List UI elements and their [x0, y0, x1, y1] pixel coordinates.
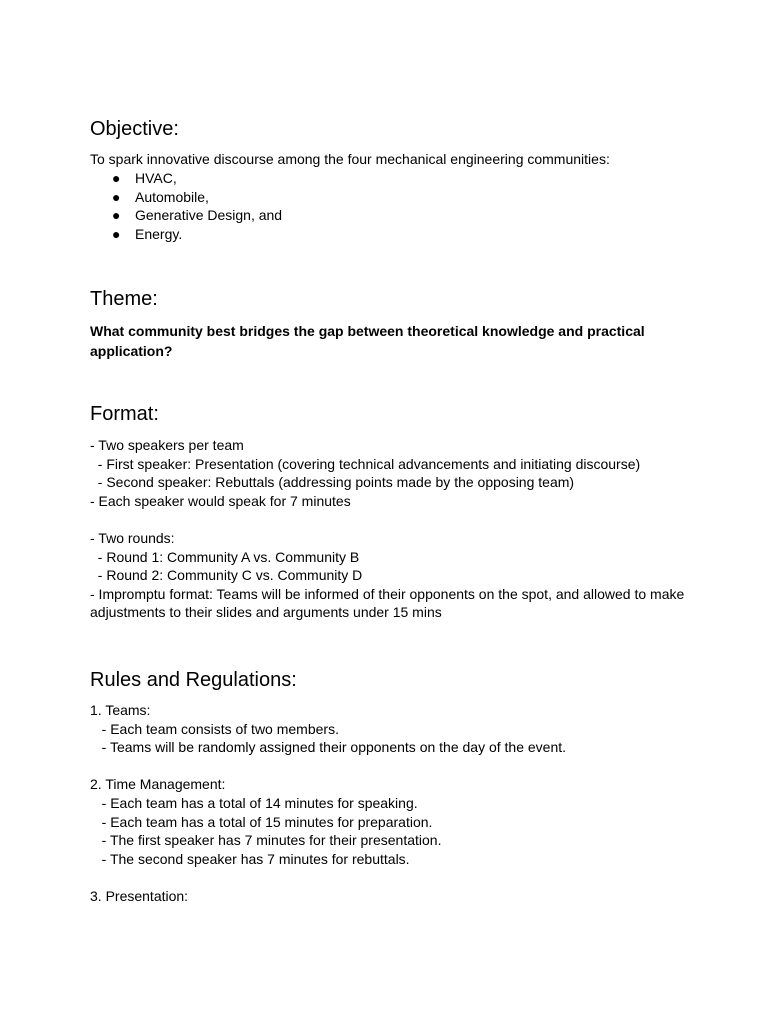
list-item: [90, 169, 282, 188]
rules-line: - Each team consists of two members.: [90, 720, 339, 737]
list-item: [90, 225, 282, 244]
format-line: - Impromptu format: Teams will be informed of their opponents on the spot, and allowed to make adjustments to their slides and arguments under 15 mins: [90, 585, 685, 621]
rules-heading: Rules and Regulations:: [90, 669, 297, 691]
list-item: [90, 206, 282, 225]
format-line: - Each speaker would speak for 7 minutes: [90, 492, 351, 509]
rules-line: 3. Presentation:: [90, 887, 189, 904]
format-heading: Format:: [90, 403, 159, 425]
theme-heading: Theme:: [90, 288, 158, 310]
theme-question: What community best bridges the gap between theoretical knowledge and practical application?: [90, 323, 645, 359]
bullet-icon: ●: [112, 188, 121, 205]
rules-line: - The second speaker has 7 minutes for rebuttals.: [90, 850, 410, 867]
rules-line: 2. Time Management:: [90, 776, 226, 793]
rules-line: - Teams will be randomly assigned their opponents on the day of the event.: [90, 739, 567, 756]
list-item-text: Energy.: [135, 225, 183, 242]
format-line: - Round 2: Community C vs. Community D: [90, 567, 363, 584]
format-line: - First speaker: Presentation (covering technical advancements and initiating discourse): [90, 455, 641, 472]
list-item-text: Automobile,: [135, 188, 209, 205]
list-item: [90, 188, 282, 207]
objective-intro: To spark innovative discourse among the four mechanical engineering communities:: [90, 151, 610, 167]
bullet-icon: ●: [112, 225, 121, 242]
format-spacer: [90, 510, 700, 529]
format-line: - Round 1: Community A vs. Community B: [90, 548, 360, 565]
rules-line: - Each team has a total of 15 minutes for preparation.: [90, 813, 433, 830]
list-item-text: HVAC,: [135, 170, 177, 186]
format-line: - Two rounds:: [90, 529, 175, 546]
format-block: [90, 436, 700, 622]
rules-line: 1. Teams:: [90, 702, 151, 718]
list-item-text: Generative Design, and: [135, 207, 283, 224]
rules-block: [90, 701, 700, 906]
rules-spacer: [90, 757, 700, 776]
format-line: - Second speaker: Rebuttals (addressing points made by the opposing team): [90, 474, 575, 491]
rules-line: - Each team has a total of 14 minutes for speaking.: [90, 794, 418, 811]
bullet-icon: ●: [112, 207, 121, 224]
objective-list: [90, 169, 282, 243]
bullet-icon: ●: [112, 170, 121, 186]
objective-heading: Objective:: [90, 118, 179, 140]
format-line: - Two speakers per team: [90, 437, 244, 453]
rules-spacer: [90, 868, 700, 887]
rules-line: - The first speaker has 7 minutes for their presentation.: [90, 832, 442, 849]
